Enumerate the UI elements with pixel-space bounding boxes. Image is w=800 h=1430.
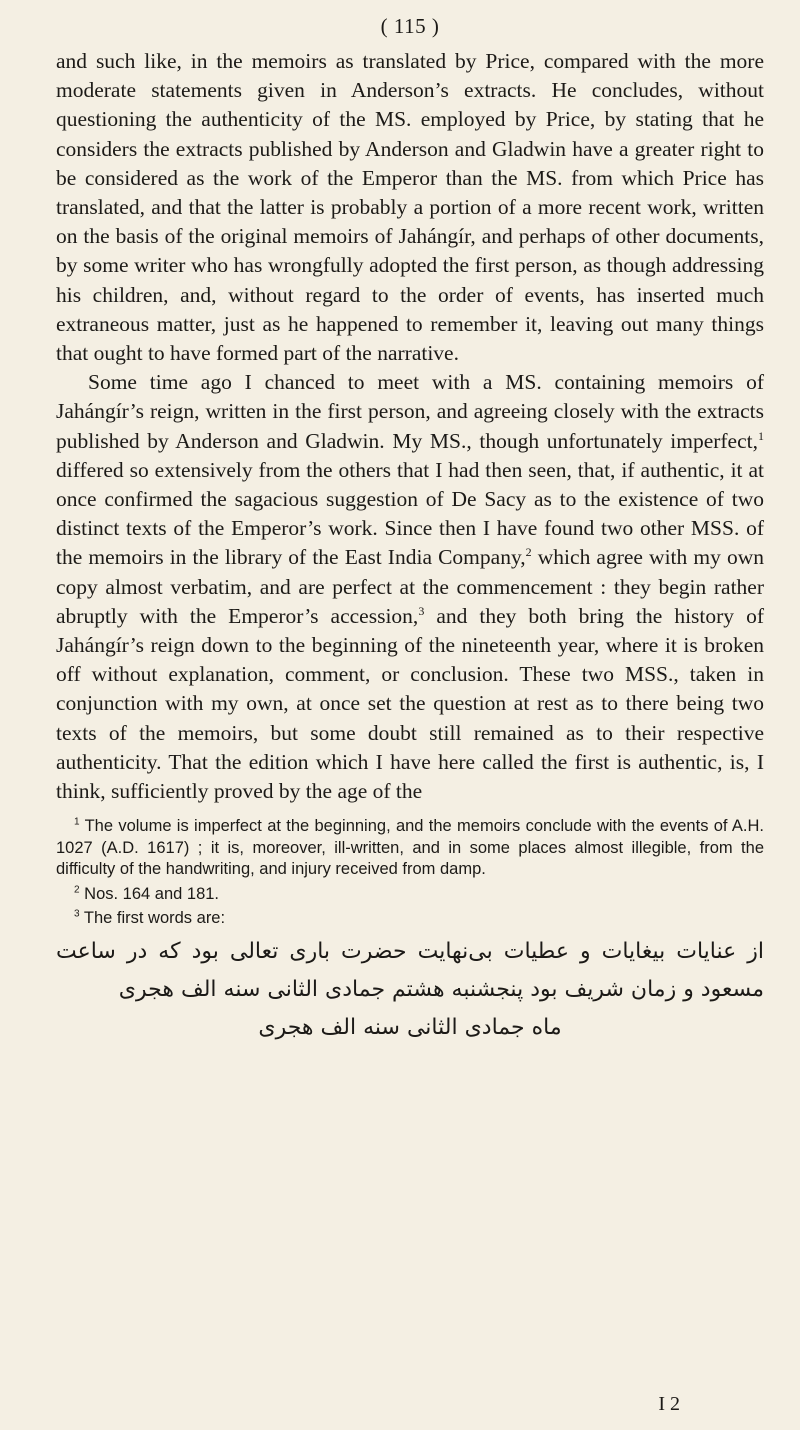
footnote-reference[interactable]: 2 bbox=[525, 545, 532, 560]
persian-quotation bbox=[56, 933, 764, 1047]
footnote bbox=[56, 884, 764, 906]
footnote-text: The volume is imperfect at the beginning, and the memoirs conclude with the events of A.H. 1027 (A.D. 1617) ; it is, moreover, ill-written, and in some places almost illegible, from the difficulty of the handwriting, and injury received from damp. bbox=[56, 817, 764, 879]
page-number: ( 115 ) bbox=[380, 14, 440, 38]
text-run: and they both bring the history of Jahángír’s reign down to the beginning of the nineteenth year, where it is broken off without explanation, comment, or conclusion. These two MSS., taken in conjunction with my own, at once set the question at rest as to there being two texts of the memoirs, but some doubt still remained as to their respective authenticity. That the edition which I have here called the first is authentic, is, I think, sufficiently proved by the age of the bbox=[56, 603, 764, 804]
body-text bbox=[56, 47, 764, 806]
text-run: differed so extensively from the others that I had then seen, that, if authentic, it at once confirmed the sagacious suggestion of De Sacy as to the existence of two distinct texts of the Emperor’s work. Since then I have found two other MSS. of the memoirs in the library of the East India Company, bbox=[56, 457, 764, 570]
text-run: which agree with my own copy almost verbatim, and are perfect at the commencement : they begin rather abruptly with the Emperor’s accession, bbox=[56, 545, 764, 628]
footnote-text: Nos. 164 and 181. bbox=[84, 884, 220, 903]
persian-quote-text: از عنایات بیغایات و عطیات بی‌نهایت حضرت باری تعالی بود که در ساعت مسعود و زمان شریف بود پنجشنبه هشتم جمادی الثانی سنه الف هجری bbox=[56, 938, 764, 1002]
signature-mark: I 2 bbox=[658, 1393, 680, 1415]
footnote-reference[interactable]: 1 bbox=[758, 428, 764, 443]
text-run: and such like, in the memoirs as translated by Price, compared with the more moderate statements given in Anderson’s extracts. He concludes, without questioning the authenticity of the MS. employed by Price, by stating that he considers the extracts published by Anderson and Gladwin have a greater right to be considered as the work of the Emperor than the MS. from which Price has translated, and that the latter is probably a portion of a more recent work, written on the basis of the original memoirs of Jahángír, and perhaps of other documents, by some writer who has wrongfully adopted the first person, as though addressing his children, and, without regard to the order of events, has inserted much extraneous matter, just as he happened to remember it, leaving out many things that ought to have formed part of the narrative. bbox=[56, 49, 764, 366]
footnote bbox=[56, 816, 764, 881]
text-run: Some time ago I chanced to meet with a MS. containing memoirs of Jahángír’s reign, written in the first person, and agreeing closely with the extracts published by Anderson and Gladwin. My MS., though unfortunately imperfect, bbox=[56, 370, 764, 453]
footnote-text: The first words are: bbox=[83, 909, 226, 928]
footnote-reference[interactable]: 3 bbox=[418, 603, 425, 618]
paragraph bbox=[56, 368, 764, 806]
persian-quote-last-line: ماه جمادی الثانی سنه الف هجری bbox=[258, 1014, 562, 1040]
footnote-mark: 2 bbox=[74, 884, 80, 896]
footnote bbox=[56, 908, 764, 930]
footnote-mark: 3 bbox=[74, 908, 80, 920]
page bbox=[56, 14, 764, 1047]
paragraph bbox=[56, 47, 764, 368]
footnote-mark: 1 bbox=[74, 816, 80, 828]
footnotes bbox=[56, 816, 764, 1047]
